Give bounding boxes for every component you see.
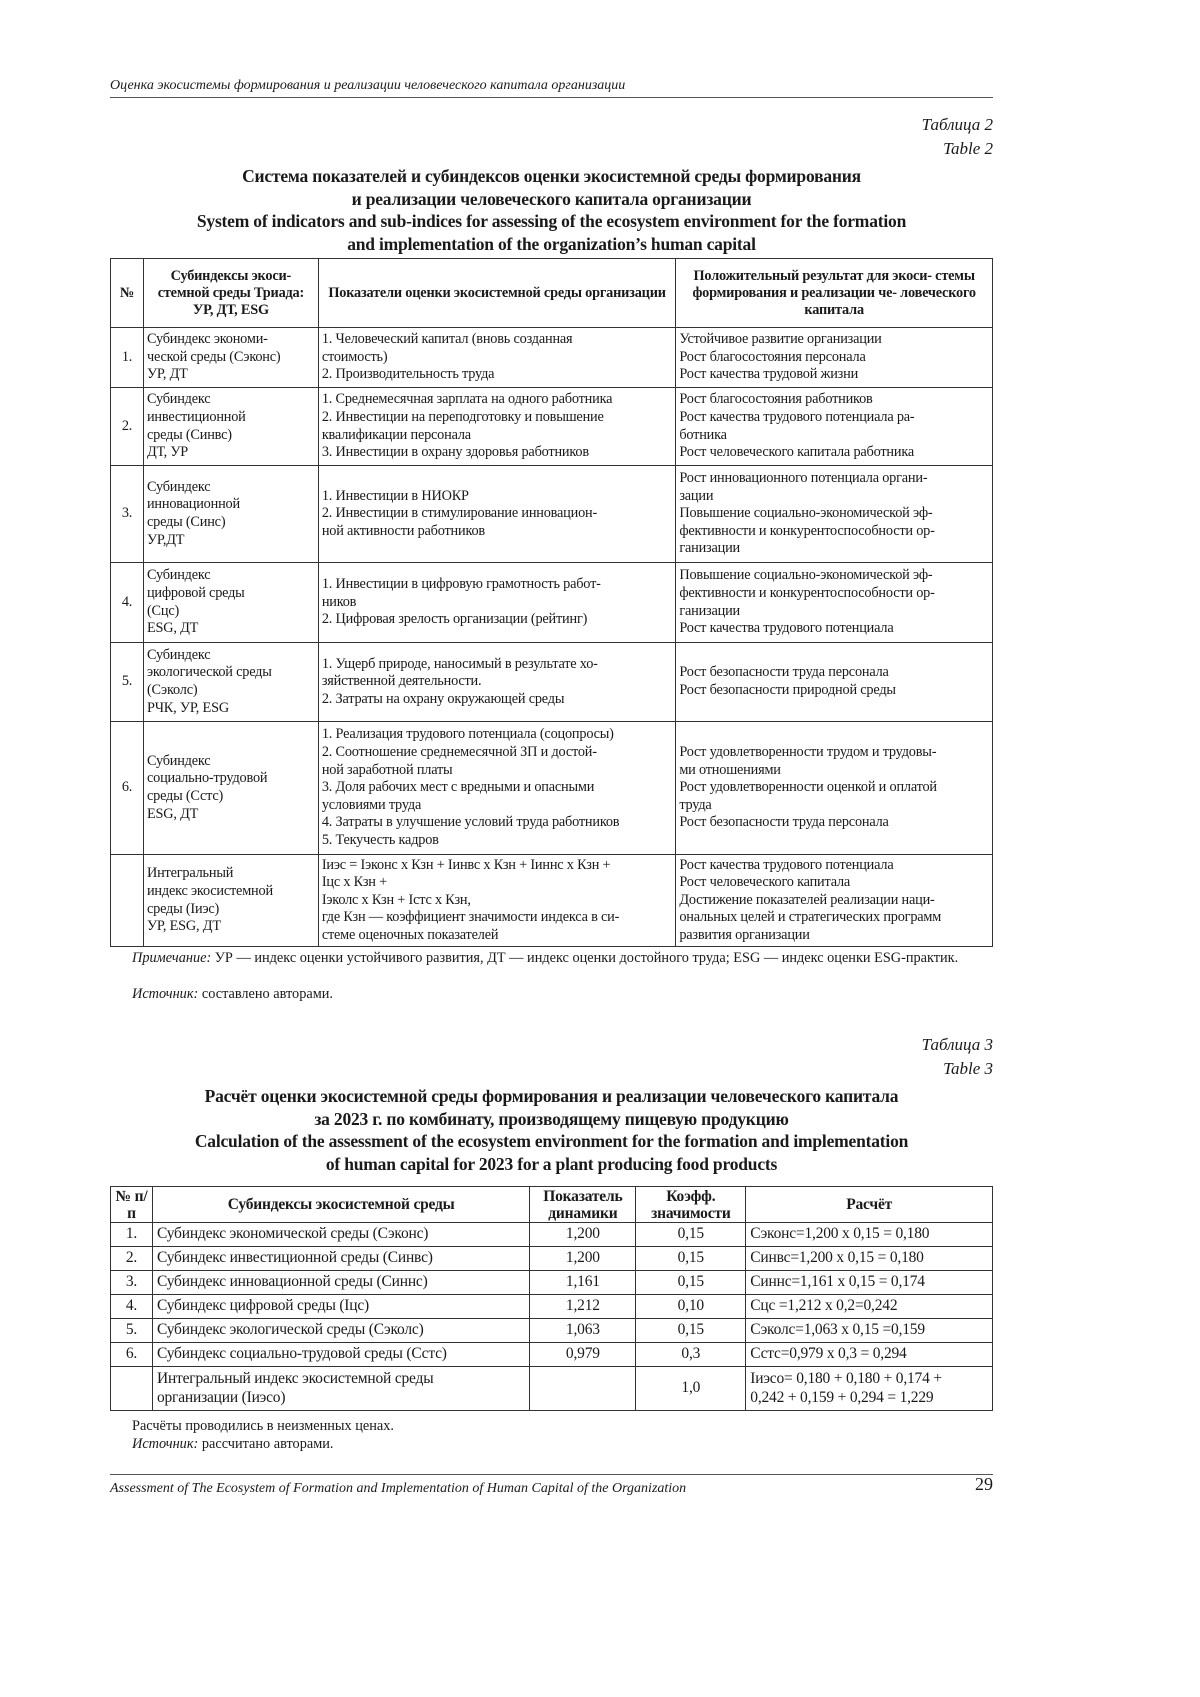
table-cell-text: Субиндекс цифровой среды (Іцс) (156, 1297, 369, 1315)
title-ru-line: за 2023 г. по комбинату, производящему пищевую продукцию (314, 1108, 789, 1129)
table2-title (110, 165, 993, 255)
table-cell-text: 4. (121, 593, 133, 610)
table-row (111, 1223, 993, 1247)
table-cell (530, 1247, 636, 1271)
header-cell (111, 259, 144, 328)
table-cell-text: Рост благосостояния работников Рост качества трудового потенциала ра- ботника Рост человеческого капитала работника (679, 391, 915, 461)
table-cell-text: Повышение социально-экономической эф- фективности и конкурентоспособности ор- ганизации Рост качества трудового потенциала (679, 567, 935, 637)
table-row (111, 1295, 993, 1319)
table-cell-text: 2. (125, 1249, 138, 1267)
table-row (111, 1343, 993, 1367)
table-cell-text: Интегральный индекс экосистемной среды (Іиэс) УР, ESG, ДТ (146, 865, 273, 935)
table-cell (530, 1295, 636, 1319)
table-cell (746, 1367, 993, 1411)
table-cell-text: Субиндекс инвестиционной среды (Синвс) (156, 1249, 433, 1267)
table-cell-text: 1,212 (565, 1297, 600, 1315)
table-cell (530, 1271, 636, 1295)
table-cell (636, 1295, 746, 1319)
header-cell (636, 1187, 746, 1223)
table-cell (676, 563, 993, 643)
table-cell (746, 1343, 993, 1367)
source-text: составлено авторами. (198, 986, 333, 1002)
table-cell-text: Сцс =1,212 х 0,2=0,242 (750, 1297, 898, 1315)
table-cell-text: 1. Реализация трудового потенциала (соцопросы) 2. Соотношение среднемесячной ЗП и достой- ной заработной платы 3. Доля рабочих мест с вредными и опасными условиями труда 4. Затраты в улучшение условий труда работников 5. Текучесть кадров (321, 726, 620, 848)
calculation-table (110, 1186, 993, 1411)
table-cell-text: 5. (121, 673, 133, 690)
table-cell-text: Субиндекс экологической среды (Сэколс) (156, 1321, 424, 1339)
table-cell (636, 1319, 746, 1343)
table-cell (143, 388, 318, 466)
table3-title (110, 1085, 993, 1175)
table-cell (676, 855, 993, 947)
table-cell-text: 6. (121, 779, 133, 796)
header-cell (530, 1187, 636, 1223)
table-cell-text: 4. (125, 1297, 138, 1315)
table-cell (636, 1223, 746, 1247)
table-cell (111, 855, 144, 947)
table-cell-text: 5. (125, 1321, 138, 1339)
table-cell (111, 643, 144, 722)
table-cell (318, 563, 676, 643)
table2-label-ru: Таблица 2 (921, 115, 993, 134)
table-cell-text: 1,0 (681, 1379, 701, 1397)
table-cell-text: Субиндекс инновационной среды (Синнс) (156, 1273, 428, 1291)
table-cell-text: 1. (121, 348, 133, 365)
source-label: Источник: (132, 1436, 199, 1452)
table-cell (143, 722, 318, 855)
table-cell (746, 1295, 993, 1319)
table-cell (318, 466, 676, 563)
table-cell (111, 328, 144, 388)
title-en-line: System of indicators and sub-indices for assessing of the ecosystem environment for the formation (196, 211, 907, 231)
table-cell (152, 1295, 529, 1319)
table-cell-text: Іиэс = Іэконс х Кзн + Іинвс х Кзн + Іиннс х Кзн + Іцс х Кзн + Іэколс х Кзн + Істс х Кзн, где Кзн — коэффициент значимости индекса в си- стеме оценочных показателей (321, 856, 620, 943)
table-cell (152, 1223, 529, 1247)
header-cell-text: Положительный результат для экоси- стемы формирования и реализации че- ловеческого капитала (692, 267, 976, 318)
table-cell (676, 643, 993, 722)
table-cell-text: 0,3 (681, 1345, 701, 1363)
header-cell-text: Субиндексы экосистемной среды (227, 1196, 455, 1213)
header-cell-text: Расчёт (846, 1196, 893, 1213)
table-cell (318, 855, 676, 947)
table-row (111, 1367, 993, 1411)
table-cell (111, 722, 144, 855)
table-cell-text: Субиндекс инвестиционной среды (Синвс) ДТ, УР (146, 391, 246, 461)
header-cell (746, 1187, 993, 1223)
table-row (111, 1247, 993, 1271)
table-cell (676, 328, 993, 388)
table-cell-text: Рост качества трудового потенциала Рост человеческого капитала Достижение показателей реализации наци- ональных целей и стратегических программ развития организации (679, 856, 942, 943)
header-cell (111, 1187, 153, 1223)
table-cell (636, 1367, 746, 1411)
table-cell-text: Сэколс=1,063 х 0,15 =0,159 (750, 1321, 925, 1339)
table-cell (746, 1319, 993, 1343)
table-cell-text: 3. (121, 505, 133, 522)
table-cell (111, 1271, 153, 1295)
table-cell-text: 0,15 (677, 1321, 704, 1339)
table-cell (111, 1343, 153, 1367)
table-cell (746, 1271, 993, 1295)
table-row (111, 643, 993, 722)
table-cell-text: Субиндекс социально-трудовой среды (Сстс) ESG, ДТ (146, 752, 268, 822)
table-cell-text: 1,200 (565, 1225, 600, 1243)
table-cell-text: Субиндекс инновационной среды (Синс) УР,ДТ (146, 478, 240, 548)
table-cell-text: 0,979 (565, 1345, 600, 1363)
running-footer: Assessment of The Ecosystem of Formation and Implementation of Human Capital of the Organization (110, 1474, 993, 1497)
note-label: Примечание: (132, 950, 212, 966)
table-cell-text: 1,200 (565, 1249, 600, 1267)
table-cell (636, 1271, 746, 1295)
header-cell-text: № (119, 284, 135, 301)
title-ru-line: Расчёт оценки экосистемной среды формирования и реализации человеческого капитала (204, 1086, 899, 1106)
running-header: Оценка экосистемы формирования и реализации человеческого капитала организации (110, 78, 993, 98)
table-cell-text: Субиндекс цифровой среды (Сцс) ESG, ДТ (146, 567, 245, 637)
title-ru-line: Система показателей и субиндексов оценки экосистемной среды формирования (242, 166, 861, 186)
indicators-table (110, 258, 993, 947)
table-cell-text: 0,15 (677, 1249, 704, 1267)
table-row (111, 388, 993, 466)
table-cell (636, 1343, 746, 1367)
table-cell (152, 1319, 529, 1343)
table-cell-text: Устойчивое развитие организации Рост благосостояния персонала Рост качества трудовой жизни (679, 331, 882, 383)
table-cell (152, 1247, 529, 1271)
table2-label-en: Table 2 (943, 139, 993, 158)
title-en-line: of human capital for 2023 for a plant producing food products (325, 1153, 778, 1174)
table-cell (111, 466, 144, 563)
table-cell (676, 388, 993, 466)
table3-label-ru: Таблица 3 (921, 1035, 993, 1054)
table-cell (746, 1247, 993, 1271)
table-cell (152, 1343, 529, 1367)
header-cell (676, 259, 993, 328)
table-row (111, 466, 993, 563)
header-cell (143, 259, 318, 328)
header-cell-text: Субиндексы экоси- стемной среды Триада: УР, ДТ, ESG (157, 267, 305, 318)
table-row (111, 1319, 993, 1343)
table-cell-text: 1. Человеческий капитал (вновь созданная стоимость) 2. Производительность труда (321, 331, 573, 383)
table-cell (318, 643, 676, 722)
table-row (111, 722, 993, 855)
header-cell (318, 259, 676, 328)
table-cell (111, 1295, 153, 1319)
table-cell-text: Субиндекс экономической среды (Сэконс) (156, 1225, 429, 1243)
table-cell-text: 1,161 (565, 1273, 600, 1291)
header-cell-text: Показатели оценки экосистемной среды организации (328, 284, 666, 301)
table-cell (111, 563, 144, 643)
table-cell-text: Сэконс=1,200 х 0,15 = 0,180 (750, 1225, 930, 1243)
header-cell-text: Коэфф. значимости (651, 1187, 731, 1222)
title-ru-line: и реализации человеческого капитала организации (351, 188, 752, 209)
page-number: 29 (975, 1474, 993, 1494)
table-cell-text: Іиэсо= 0,180 + 0,180 + 0,174 + 0,242 + 0,159 + 0,294 = 1,229 (750, 1370, 942, 1406)
table-cell (318, 388, 676, 466)
table-cell-text: 6. (125, 1345, 138, 1363)
note-text: УР — индекс оценки устойчивого развития, ДТ — индекс оценки достойного труда; ESG — индекс оценки ESG-практик. (211, 950, 959, 966)
title-en-line: Calculation of the assessment of the ecosystem environment for the formation and implementation (194, 1131, 909, 1151)
table-cell (152, 1367, 529, 1411)
table-cell-text: 0,15 (677, 1273, 704, 1291)
table-cell (152, 1271, 529, 1295)
table-cell (530, 1223, 636, 1247)
table-cell-text: 2. (121, 417, 133, 434)
source-text: рассчитано авторами. (198, 1436, 334, 1452)
table-cell (143, 643, 318, 722)
table-cell-text: 0,10 (677, 1297, 704, 1315)
table-cell-text: Субиндекс экологической среды (Сэколс) РЧК, УР, ESG (146, 646, 272, 716)
table-cell (143, 466, 318, 563)
table-cell (676, 466, 993, 563)
table-cell (143, 328, 318, 388)
header-cell-text: № п/п (115, 1187, 148, 1222)
table-cell (636, 1247, 746, 1271)
table-row (111, 328, 993, 388)
header-cell-text: Показатель динамики (543, 1187, 623, 1222)
table-cell-text: 1. Среднемесячная зарплата на одного работника 2. Инвестиции на переподготовку и повышение квалификации персонала 3. Инвестиции в охрану здоровья работников (321, 391, 613, 461)
table-cell-text: 1. Ущерб природе, наносимый в результате хо- зяйственной деятельности. 2. Затраты на охрану окружающей среды (321, 655, 598, 707)
table-cell (746, 1223, 993, 1247)
table-cell-text: Рост инновационного потенциала органи- зации Повышение социально-экономической эф- фективности и конкурентоспособности ор- ганизации (679, 470, 935, 557)
table-cell-text: Синвс=1,200 х 0,15 = 0,180 (750, 1249, 924, 1267)
source-label: Источник: (132, 986, 199, 1002)
table3-note: Расчёты проводились в неизменных ценах. (132, 1418, 394, 1434)
table-cell (111, 1367, 153, 1411)
table-cell-text: 1. Инвестиции в цифровую грамотность работ- ников 2. Цифровая зрелость организации (рейтинг) (321, 576, 601, 628)
header-cell (152, 1187, 529, 1223)
table-cell (111, 1223, 153, 1247)
table3-label-en: Table 3 (943, 1059, 993, 1078)
table-cell-text: 1. Инвестиции в НИОКР 2. Инвестиции в стимулирование инновацион- ной активности работников (321, 487, 598, 539)
table-cell-text: Синнс=1,161 х 0,15 = 0,174 (750, 1273, 925, 1291)
table-cell (318, 328, 676, 388)
table-cell-text: 3. (125, 1273, 138, 1291)
table-row (111, 855, 993, 947)
table-cell-text: Субиндекс социально-трудовой среды (Сстс) (156, 1345, 447, 1363)
table-cell-text: 0,15 (677, 1225, 704, 1243)
table-cell (530, 1319, 636, 1343)
table-cell (676, 722, 993, 855)
table-cell-text: Рост удовлетворенности трудом и трудовы- ми отношениями Рост удовлетворенности оценкой и оплатой труда Рост безопасности труда персонала (679, 744, 937, 831)
table-cell (318, 722, 676, 855)
table-row (111, 1271, 993, 1295)
table2-note (110, 950, 993, 968)
table-cell-text: Субиндекс экономи- ческой среды (Сэконс) УР, ДТ (146, 331, 281, 383)
table-cell-text: 1,063 (565, 1321, 600, 1339)
table-row (111, 563, 993, 643)
table-cell-text: Сстс=0,979 х 0,3 = 0,294 (750, 1345, 907, 1363)
table-cell-text: 1. (125, 1225, 138, 1243)
table-cell-text: Рост безопасности труда персонала Рост безопасности природной среды (679, 664, 896, 698)
table-cell (530, 1367, 636, 1411)
table-cell (143, 855, 318, 947)
table3-source (110, 1436, 1015, 1454)
table-cell (143, 563, 318, 643)
table-cell-text: Интегральный индекс экосистемной среды организации (Іиэсо) (156, 1370, 434, 1406)
table-cell (111, 388, 144, 466)
title-en-line: and implementation of the organization’s human capital (347, 233, 756, 254)
table-cell (530, 1343, 636, 1367)
table-cell (111, 1319, 153, 1343)
table2-source (110, 986, 1015, 1004)
table-cell (111, 1247, 153, 1271)
